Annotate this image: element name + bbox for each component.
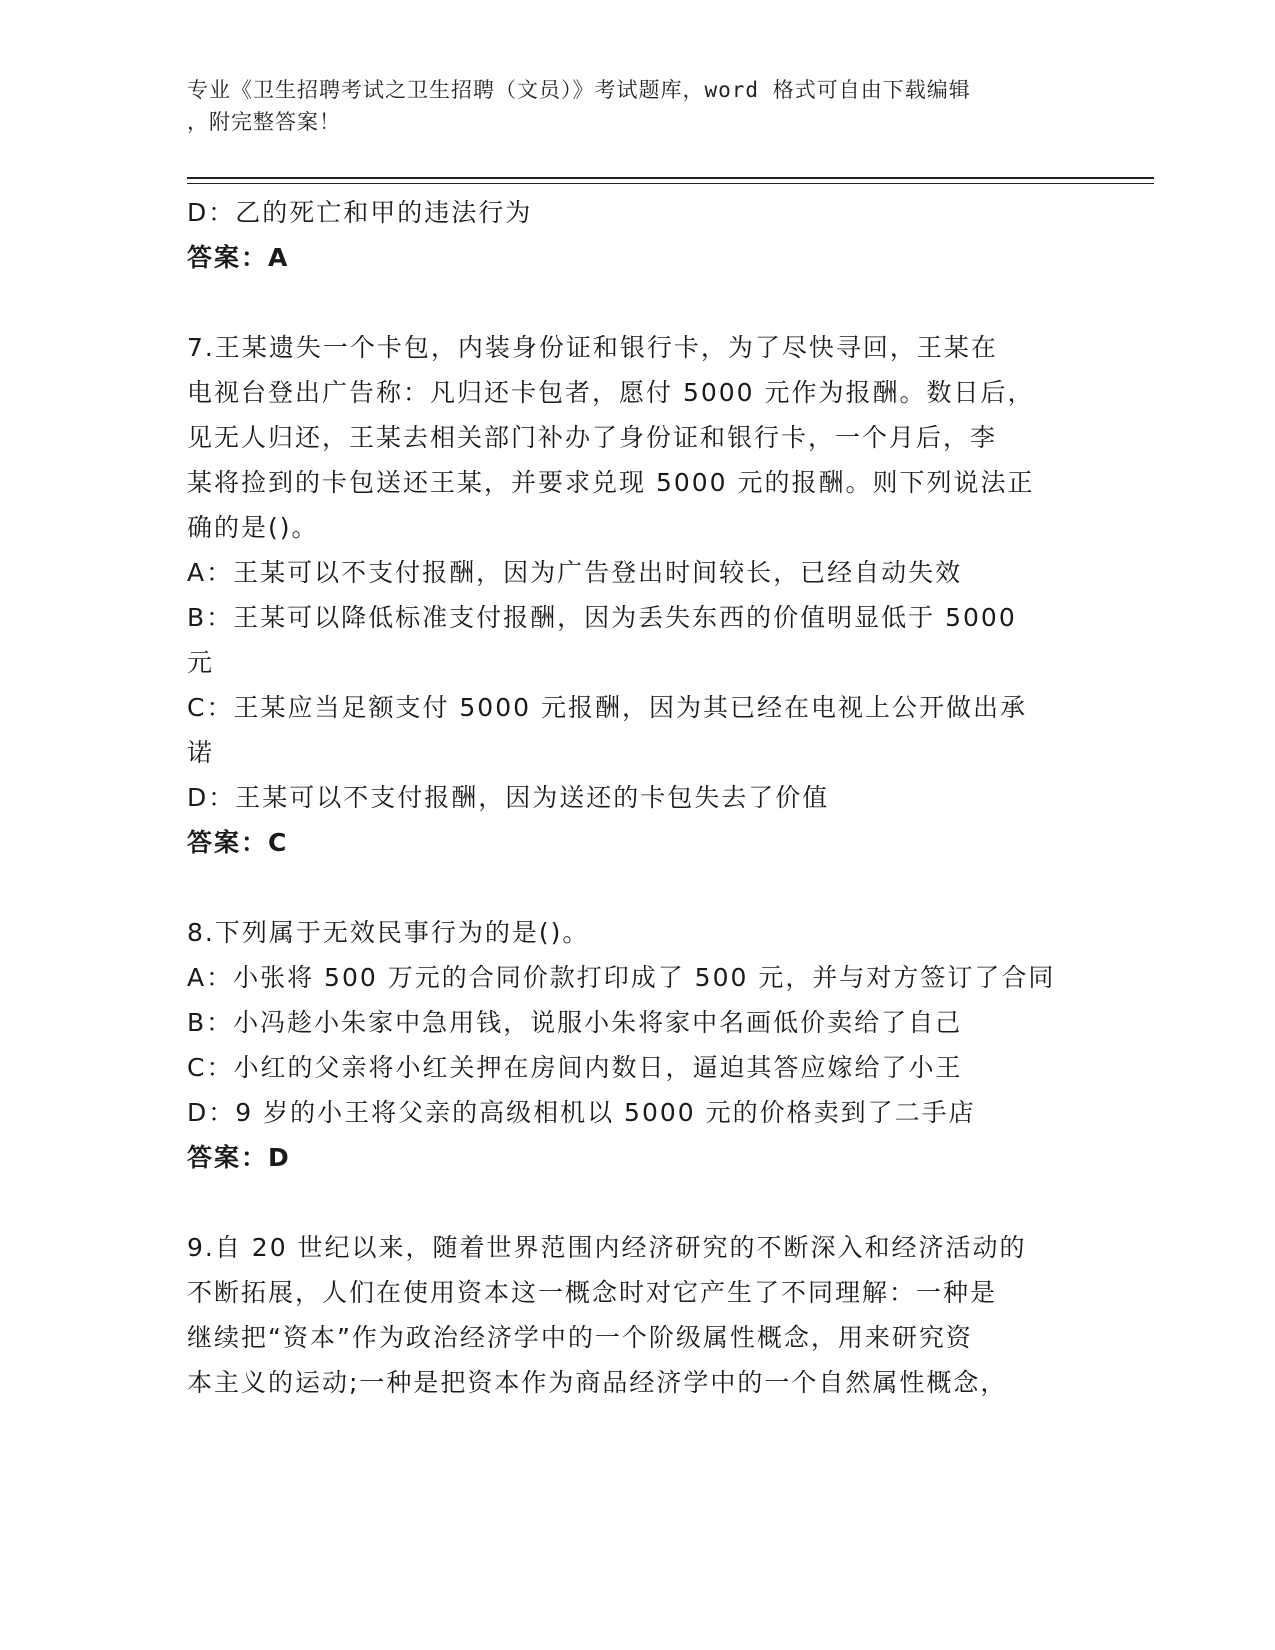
q8-option-d: D：9 岁的小王将父亲的高级相机以 5000 元的价格卖到了二手店 [187, 1098, 976, 1127]
q7-option-a: A：王某可以不支付报酬，因为广告登出时间较长，已经自动失效 [187, 558, 963, 587]
q7-stem-line: 见无人归还，王某去相关部门补办了身份证和银行卡，一个月后，李 [187, 423, 998, 452]
q8-option-a: A：小张将 500 万元的合同价款打印成了 500 元，并与对方签订了合同 [187, 963, 1056, 992]
q7-option-c-cont: 诺 [187, 738, 215, 767]
spacer [187, 1180, 1067, 1225]
q7-stem-line: 某将捡到的卡包送还王某，并要求兑现 5000 元的报酬。则下列说法正 [187, 468, 1035, 497]
q7-option-b-cont: 元 [187, 648, 215, 677]
q9-stem-line: 9.自 20 世纪以来，随着世界范围内经济研究的不断深入和经济活动的 [187, 1233, 1027, 1262]
q8-answer: 答案：D [187, 1143, 291, 1172]
header-divider [187, 177, 1154, 179]
header-line: 专业《卫生招聘考试之卫生招聘（文员）》考试题库，word 格式可自由下载编辑 [187, 78, 971, 102]
q7-stem-line: 确的是()。 [187, 513, 319, 542]
q8-stem: 8.下列属于无效民事行为的是()。 [187, 918, 590, 947]
q9-stem-line: 继续把“资本”作为政治经济学中的一个阶级属性概念，用来研究资 [187, 1323, 973, 1352]
q8-option-c: C：小红的父亲将小红关押在房间内数日，逼迫其答应嫁给了小王 [187, 1053, 963, 1082]
q9-stem-line: 本主义的运动;一种是把资本作为商品经济学中的一个自然属性概念， [187, 1368, 1008, 1397]
q6-option-d: D：乙的死亡和甲的违法行为 [187, 198, 533, 227]
question-content [187, 190, 1067, 1405]
header-divider-thin [187, 183, 1154, 184]
q6-answer: 答案：A [187, 243, 290, 272]
header-line: ，附完整答案！ [187, 110, 341, 134]
q7-stem-line: 电视台登出广告称：凡归还卡包者，愿付 5000 元作为报酬。数日后， [187, 378, 1035, 407]
spacer [187, 865, 1067, 910]
q7-answer: 答案：C [187, 828, 289, 857]
q7-option-d: D：王某可以不支付报酬，因为送还的卡包失去了价值 [187, 783, 830, 812]
q8-option-b: B：小冯趁小朱家中急用钱，说服小朱将家中名画低价卖给了自己 [187, 1008, 963, 1037]
q9-stem-line: 不断拓展，人们在使用资本这一概念时对它产生了不同理解：一种是 [187, 1278, 998, 1307]
q7-stem-line: 7.王某遗失一个卡包，内装身份证和银行卡，为了尽快寻回，王某在 [187, 333, 998, 362]
q7-option-b: B：王某可以降低标准支付报酬，因为丢失东西的价值明显低于 5000 [187, 603, 1017, 632]
spacer [187, 280, 1067, 325]
q7-option-c: C：王某应当足额支付 5000 元报酬，因为其已经在电视上公开做出承 [187, 693, 1027, 722]
document-header [187, 74, 1067, 138]
